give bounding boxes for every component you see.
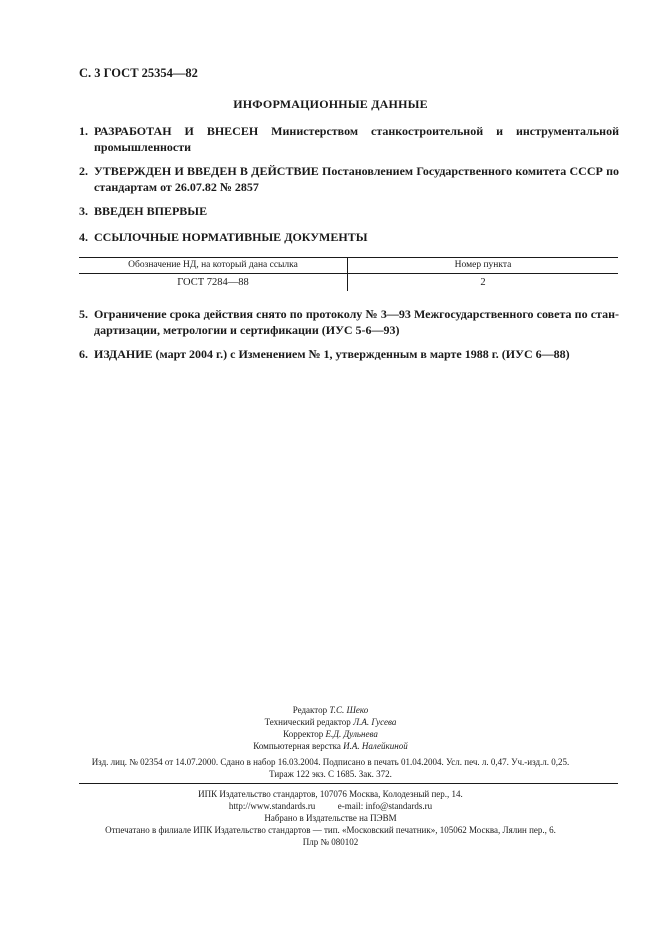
info-item-4 [79, 229, 619, 245]
credit-editor: Редактор Т.С. Шеко [292, 705, 369, 715]
info-item-5 [79, 306, 619, 338]
info-item-3 [79, 203, 619, 219]
item-text: Министерством станкостроительной и инструментальной промышленности [94, 124, 619, 154]
section-title: ИНФОРМАЦИОННЫЕ ДАННЫЕ [233, 97, 428, 111]
credit-tech-editor: Технический редактор Л.А. Гусева [264, 717, 397, 727]
item-number: 6. [79, 347, 88, 361]
publisher-line-4: Отпечатано в филиале ИПК Издательство стандартов — тип. «Московский печатник», 105062 Москва, Лялин пер., 6. [105, 825, 556, 835]
item-text: Ограничение срока действия снято по протоколу № 3—93 Межгосударственного совета по стандартизации, метрологии и сертификации (ИУС 5-6—93) [94, 307, 619, 337]
item-number: 5. [79, 307, 88, 321]
item-lead: РАЗРАБОТАН И ВНЕСЕН [94, 124, 259, 138]
item-lead: ИЗДАНИЕ [94, 347, 153, 361]
item-text: (март 2004 г.) с Изменением № 1, утвержденным в марте 1988 г. (ИУС 6—88) [152, 347, 570, 361]
license-line-2: Тираж 122 экз. С 1685. Зак. 372. [269, 769, 392, 779]
page-header: С. 3 ГОСТ 25354—82 [79, 66, 198, 80]
publisher-line-2: http://www.standards.ru e-mail: info@standards.ru [228, 801, 433, 811]
item-number: 1. [79, 124, 88, 138]
item-number: 2. [79, 164, 88, 178]
credit-corrector: Корректор Е.Д. Дульнева [283, 729, 378, 739]
publisher-line-5: Плр № 080102 [302, 837, 359, 847]
table-header-border [79, 273, 618, 274]
item-lead: ВВЕДЕН ВПЕРВЫЕ [94, 204, 208, 218]
table-top-border [79, 257, 618, 258]
info-item-2 [79, 163, 619, 195]
license-line-1: Изд. лиц. № 02354 от 14.07.2000. Сдано в набор 16.03.2004. Подписано в печать 01.04.2004. Усл. печ. л. 0,47. Уч.-изд.л. 0,25. [91, 757, 570, 767]
info-item-1 [79, 123, 619, 155]
publisher-line-3: Набрано в Издательстве на ПЭВМ [264, 813, 397, 823]
item-lead: ССЫЛОЧНЫЕ НОРМАТИВНЫЕ ДОКУМЕНТЫ [94, 230, 368, 244]
table-cell-document: ГОСТ 7284—88 [177, 277, 249, 288]
credit-layout: Компьютерная верстка И.А. Налейкиной [253, 741, 408, 751]
info-item-6 [79, 346, 619, 362]
item-lead: УТВЕРЖДЕН И ВВЕДЕН В ДЕЙСТВИЕ [94, 164, 319, 178]
column-header-clause: Номер пункта [454, 260, 512, 270]
publisher-line-1: ИПК Издательство стандартов, 107076 Москва, Колодезный пер., 14. [198, 789, 463, 799]
column-header-document: Обозначение НД, на который дана ссылка [128, 260, 298, 270]
item-number: 4. [79, 230, 88, 244]
item-number: 3. [79, 204, 88, 218]
imprint-divider [79, 783, 618, 784]
item-text: Постановлением Государственного комитета СССР по стандартам от 26.07.82 № 2857 [94, 164, 620, 194]
table-cell-clause: 2 [480, 277, 486, 288]
